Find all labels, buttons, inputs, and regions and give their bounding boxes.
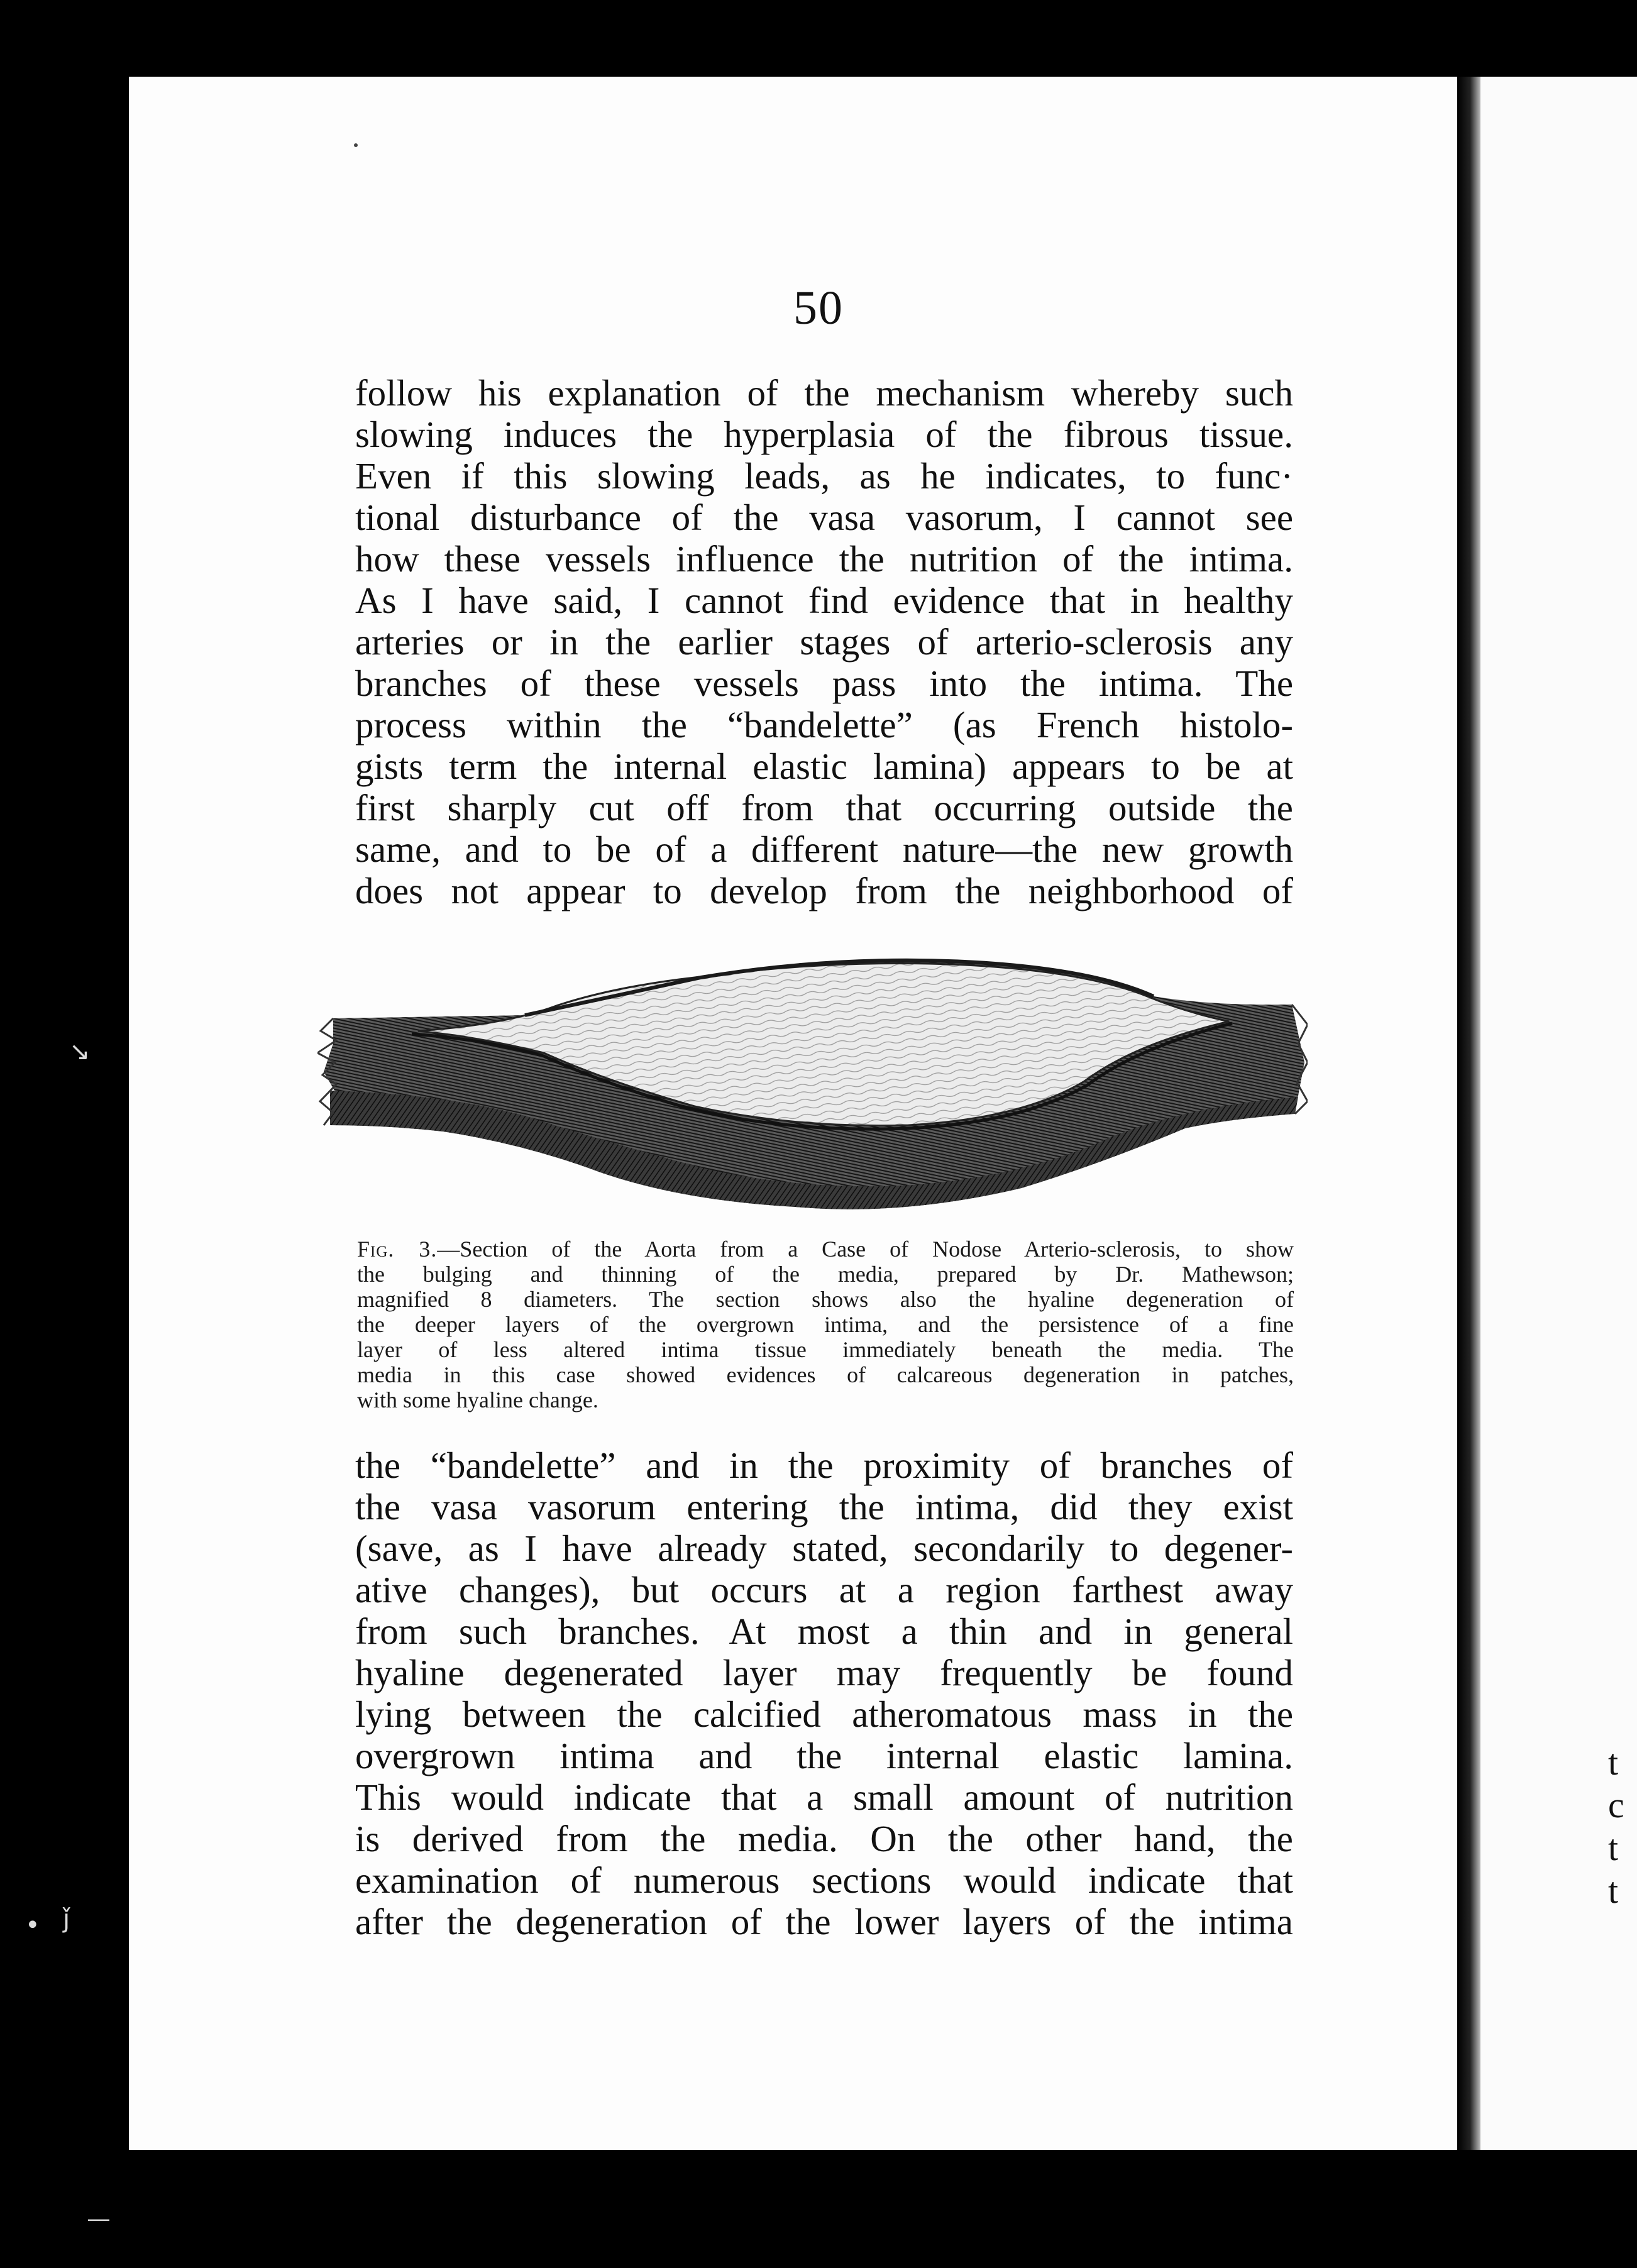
next-page-letter: t (1608, 1870, 1619, 1911)
text-line: after the degeneration of the lower layers of the intima (355, 1901, 1293, 1942)
text-line: same, and to be of a different nature—the new growth (355, 828, 1293, 870)
dust-speck (354, 143, 358, 147)
scan-border-top (0, 0, 1637, 77)
next-page-letters (1608, 1741, 1637, 1912)
page-number: 50 (793, 282, 844, 334)
caption-line: media in this case showed evidences of calcareous degeneration in patches, (357, 1362, 1294, 1387)
text-line: tional disturbance of the vasa vasorum, I cannot see (355, 497, 1293, 538)
text-line: (save, as I have already stated, secondarily to degener- (355, 1528, 1293, 1569)
scan-mark: • (25, 1911, 40, 1940)
text-line: gists term the internal elastic lamina) appears to be at (355, 746, 1293, 787)
page-gutter (1457, 77, 1480, 2150)
caption-line: with some hyaline change. (357, 1387, 598, 1412)
caption-line-first (357, 1236, 1294, 1262)
text-line: how these vessels influence the nutrition of the intima. (355, 538, 1293, 580)
text-line: lying between the calcified atheromatous mass in the (355, 1693, 1293, 1735)
text-line: process within the “bandelette” (as French histolo- (355, 704, 1293, 746)
text-line: branches of these vessels pass into the intima. The (355, 663, 1293, 704)
text-line: does not appear to develop from the neighborhood of (355, 870, 1293, 911)
text-line: overgrown intima and the internal elastic lamina. (355, 1735, 1293, 1776)
text-line: hyaline degenerated layer may frequently be found (355, 1652, 1293, 1693)
text-line: the vasa vasorum entering the intima, did they exist (355, 1486, 1293, 1528)
figure-caption (357, 1236, 1294, 1412)
text-line: slowing induces the hyperplasia of the fibrous tissue. (355, 414, 1293, 455)
scan-mark: ― (88, 2206, 109, 2232)
caption-line: layer of less altered intima tissue immediately beneath the media. The (357, 1337, 1294, 1362)
text-line: As I have said, I cannot find evidence that in healthy (355, 580, 1293, 621)
text-line: from such branches. At most a thin and in general (355, 1610, 1293, 1652)
scan-mark: ↘ (69, 1037, 91, 1066)
text-line: ative changes), but occurs at a region farthest away (355, 1569, 1293, 1610)
text-line: Even if this slowing leads, as he indicates, to func· (355, 455, 1293, 497)
text-line: arteries or in the earlier stages of arterio-sclerosis any (355, 621, 1293, 663)
paragraph-before-figure (355, 372, 1293, 911)
caption-text: —Section of the Aorta from a Case of Nodose Arterio-sclerosis, to show (437, 1236, 1294, 1262)
text-line: follow his explanation of the mechanism whereby such (355, 372, 1293, 414)
text-line: examination of numerous sections would indicate that (355, 1859, 1293, 1901)
text-line: is derived from the media. On the other hand, the (355, 1818, 1293, 1859)
caption-line: the deeper layers of the overgrown intima, and the persistence of a fine (357, 1312, 1294, 1337)
next-page-letter: t (1608, 1742, 1619, 1783)
figure-label: Fig. 3. (357, 1236, 438, 1262)
text-line: the “bandelette” and in the proximity of branches of (355, 1445, 1293, 1486)
text-line: first sharply cut off from that occurring outside the (355, 787, 1293, 828)
paragraph-after-figure (355, 1445, 1293, 1942)
caption-line: magnified 8 diameters. The section shows also the hyaline degeneration of (357, 1287, 1294, 1312)
scan-border-bottom (0, 2150, 1637, 2268)
aorta-section-illustration (317, 937, 1308, 1219)
next-page-letter: c (1608, 1785, 1624, 1825)
scan-mark: ǰ (63, 1905, 70, 1934)
next-page-letter: t (1608, 1827, 1619, 1868)
text-line: This would indicate that a small amount of nutrition (355, 1776, 1293, 1818)
caption-line: the bulging and thinning of the media, prepared by Dr. Mathewson; (357, 1262, 1294, 1287)
